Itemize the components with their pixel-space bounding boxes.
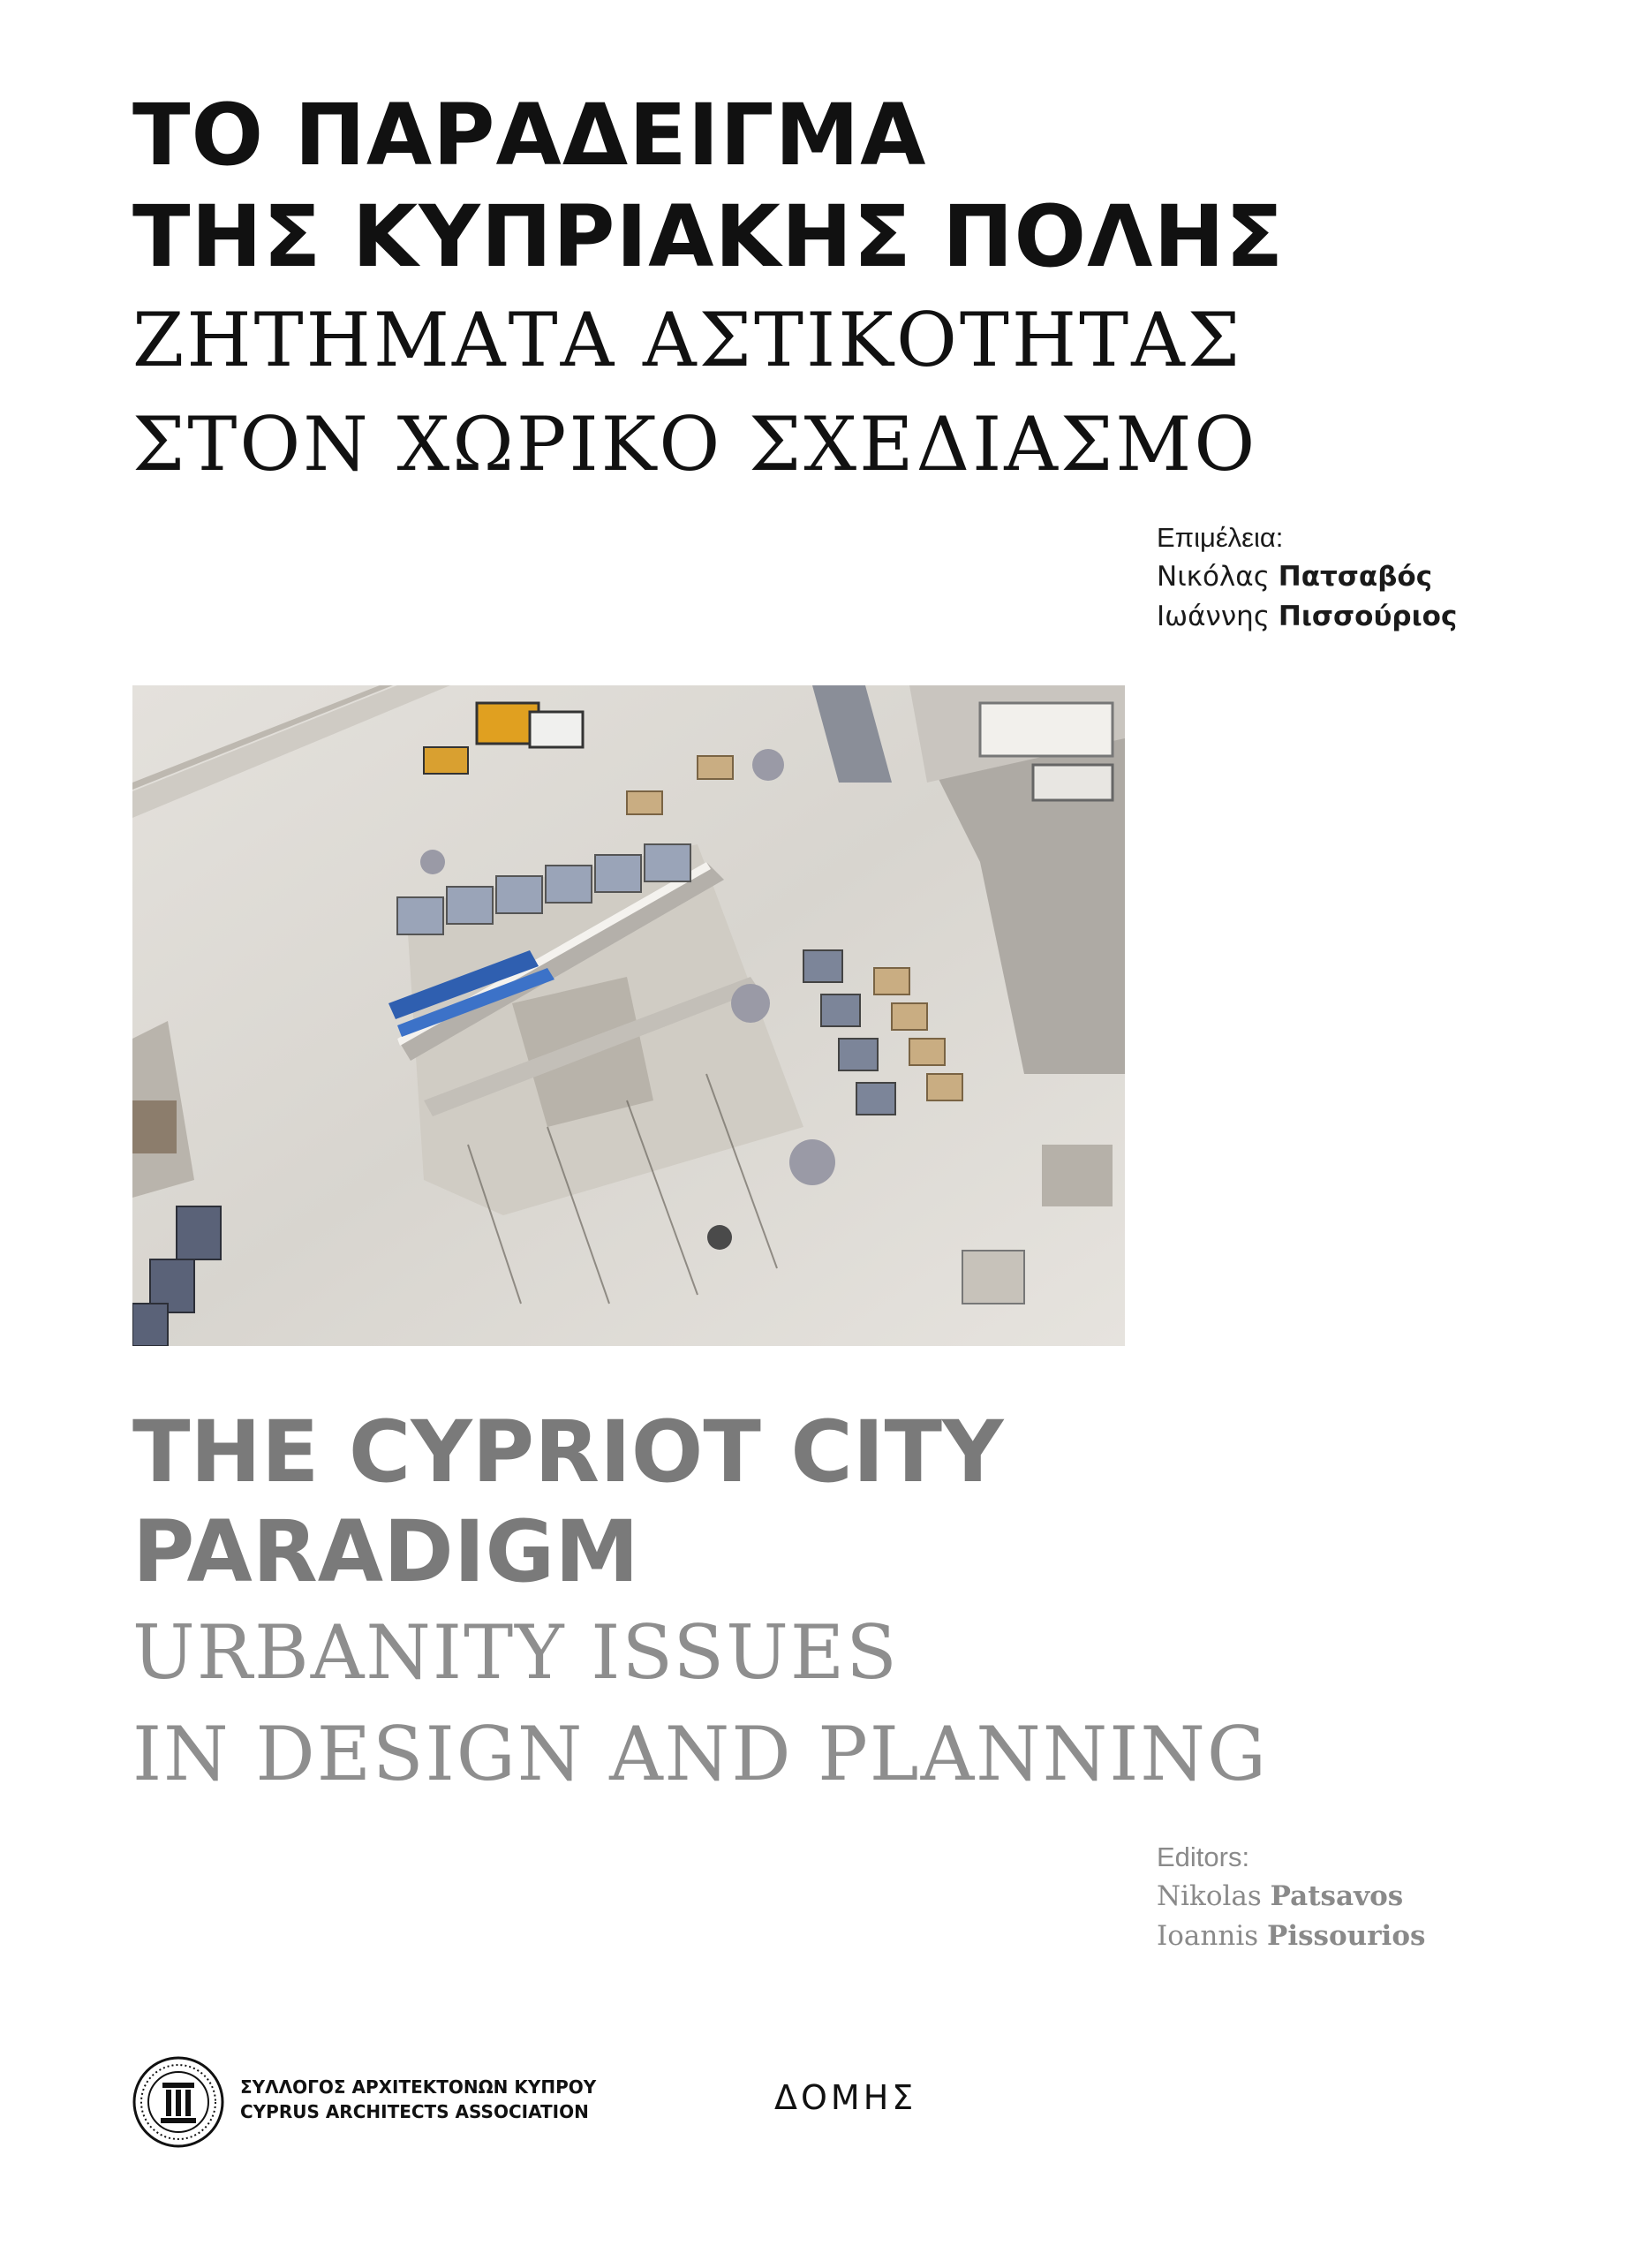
greek-editors-label: Επιμέλεια:	[1157, 522, 1284, 553]
greek-title-line1: ΤΟ ΠΑΡΑΔΕΙΓΜΑ	[132, 86, 927, 185]
greek-subtitle-line2: ΣΤΟΝ ΧΩΡΙΚΟ ΣΧΕΔΙΑΣΜΟ	[132, 401, 1258, 488]
greek-title-line2: ΤΗΣ ΚΥΠΡΙΑΚΗΣ ΠΟΛΗΣ	[132, 187, 1285, 286]
greek-editor-2	[1157, 597, 1457, 637]
association-name-english: CYPRUS ARCHITECTS ASSOCIATION	[240, 2101, 589, 2122]
association-name-greek: ΣΥΛΛΟΓΟΣ ΑΡΧΙΤΕΚΤΟΝΩΝ ΚΥΠΡΟΥ	[240, 2076, 597, 2098]
greek-editors	[1157, 518, 1457, 637]
cyprus-architects-association-seal-icon	[132, 2056, 224, 2148]
construction-site-aerial-photo	[132, 685, 1125, 1346]
english-editor-2	[1157, 1917, 1425, 1956]
greek-title-block	[132, 85, 1545, 496]
english-title-line2: PARADIGM	[132, 1502, 639, 1601]
greek-editor-2-last: Πισσούριος	[1278, 601, 1458, 632]
english-editors	[1157, 1837, 1425, 1956]
english-editor-2-first: Ioannis	[1157, 1920, 1259, 1952]
english-editor-2-last: Pissourios	[1267, 1920, 1426, 1952]
greek-editor-1-first: Νικόλας	[1157, 561, 1270, 593]
english-editor-1-first: Nikolas	[1157, 1880, 1262, 1912]
construction-site-illustration	[132, 685, 1125, 1346]
english-title-line1: THE CYPRIOT CITY	[132, 1403, 1004, 1501]
greek-editor-1	[1157, 557, 1457, 597]
english-title-block	[132, 1403, 1589, 1805]
english-editors-label: Editors:	[1157, 1841, 1250, 1872]
english-editor-1-last: Patsavos	[1270, 1880, 1404, 1912]
publisher-logo: ΔΟΜΗΣ	[774, 2078, 917, 2117]
english-subtitle-line2: IN DESIGN AND PLANNING	[132, 1711, 1269, 1797]
greek-subtitle-line1: ΖΗΤΗΜΑΤΑ ΑΣΤΙΚΟΤΗΤΑΣ	[132, 297, 1243, 383]
greek-editor-1-last: Πατσαβός	[1278, 561, 1433, 593]
association-name	[240, 2075, 596, 2124]
english-editor-1	[1157, 1877, 1425, 1917]
english-subtitle-line1: URBANITY ISSUES	[132, 1609, 899, 1696]
greek-editor-2-first: Ιωάννης	[1157, 601, 1271, 632]
